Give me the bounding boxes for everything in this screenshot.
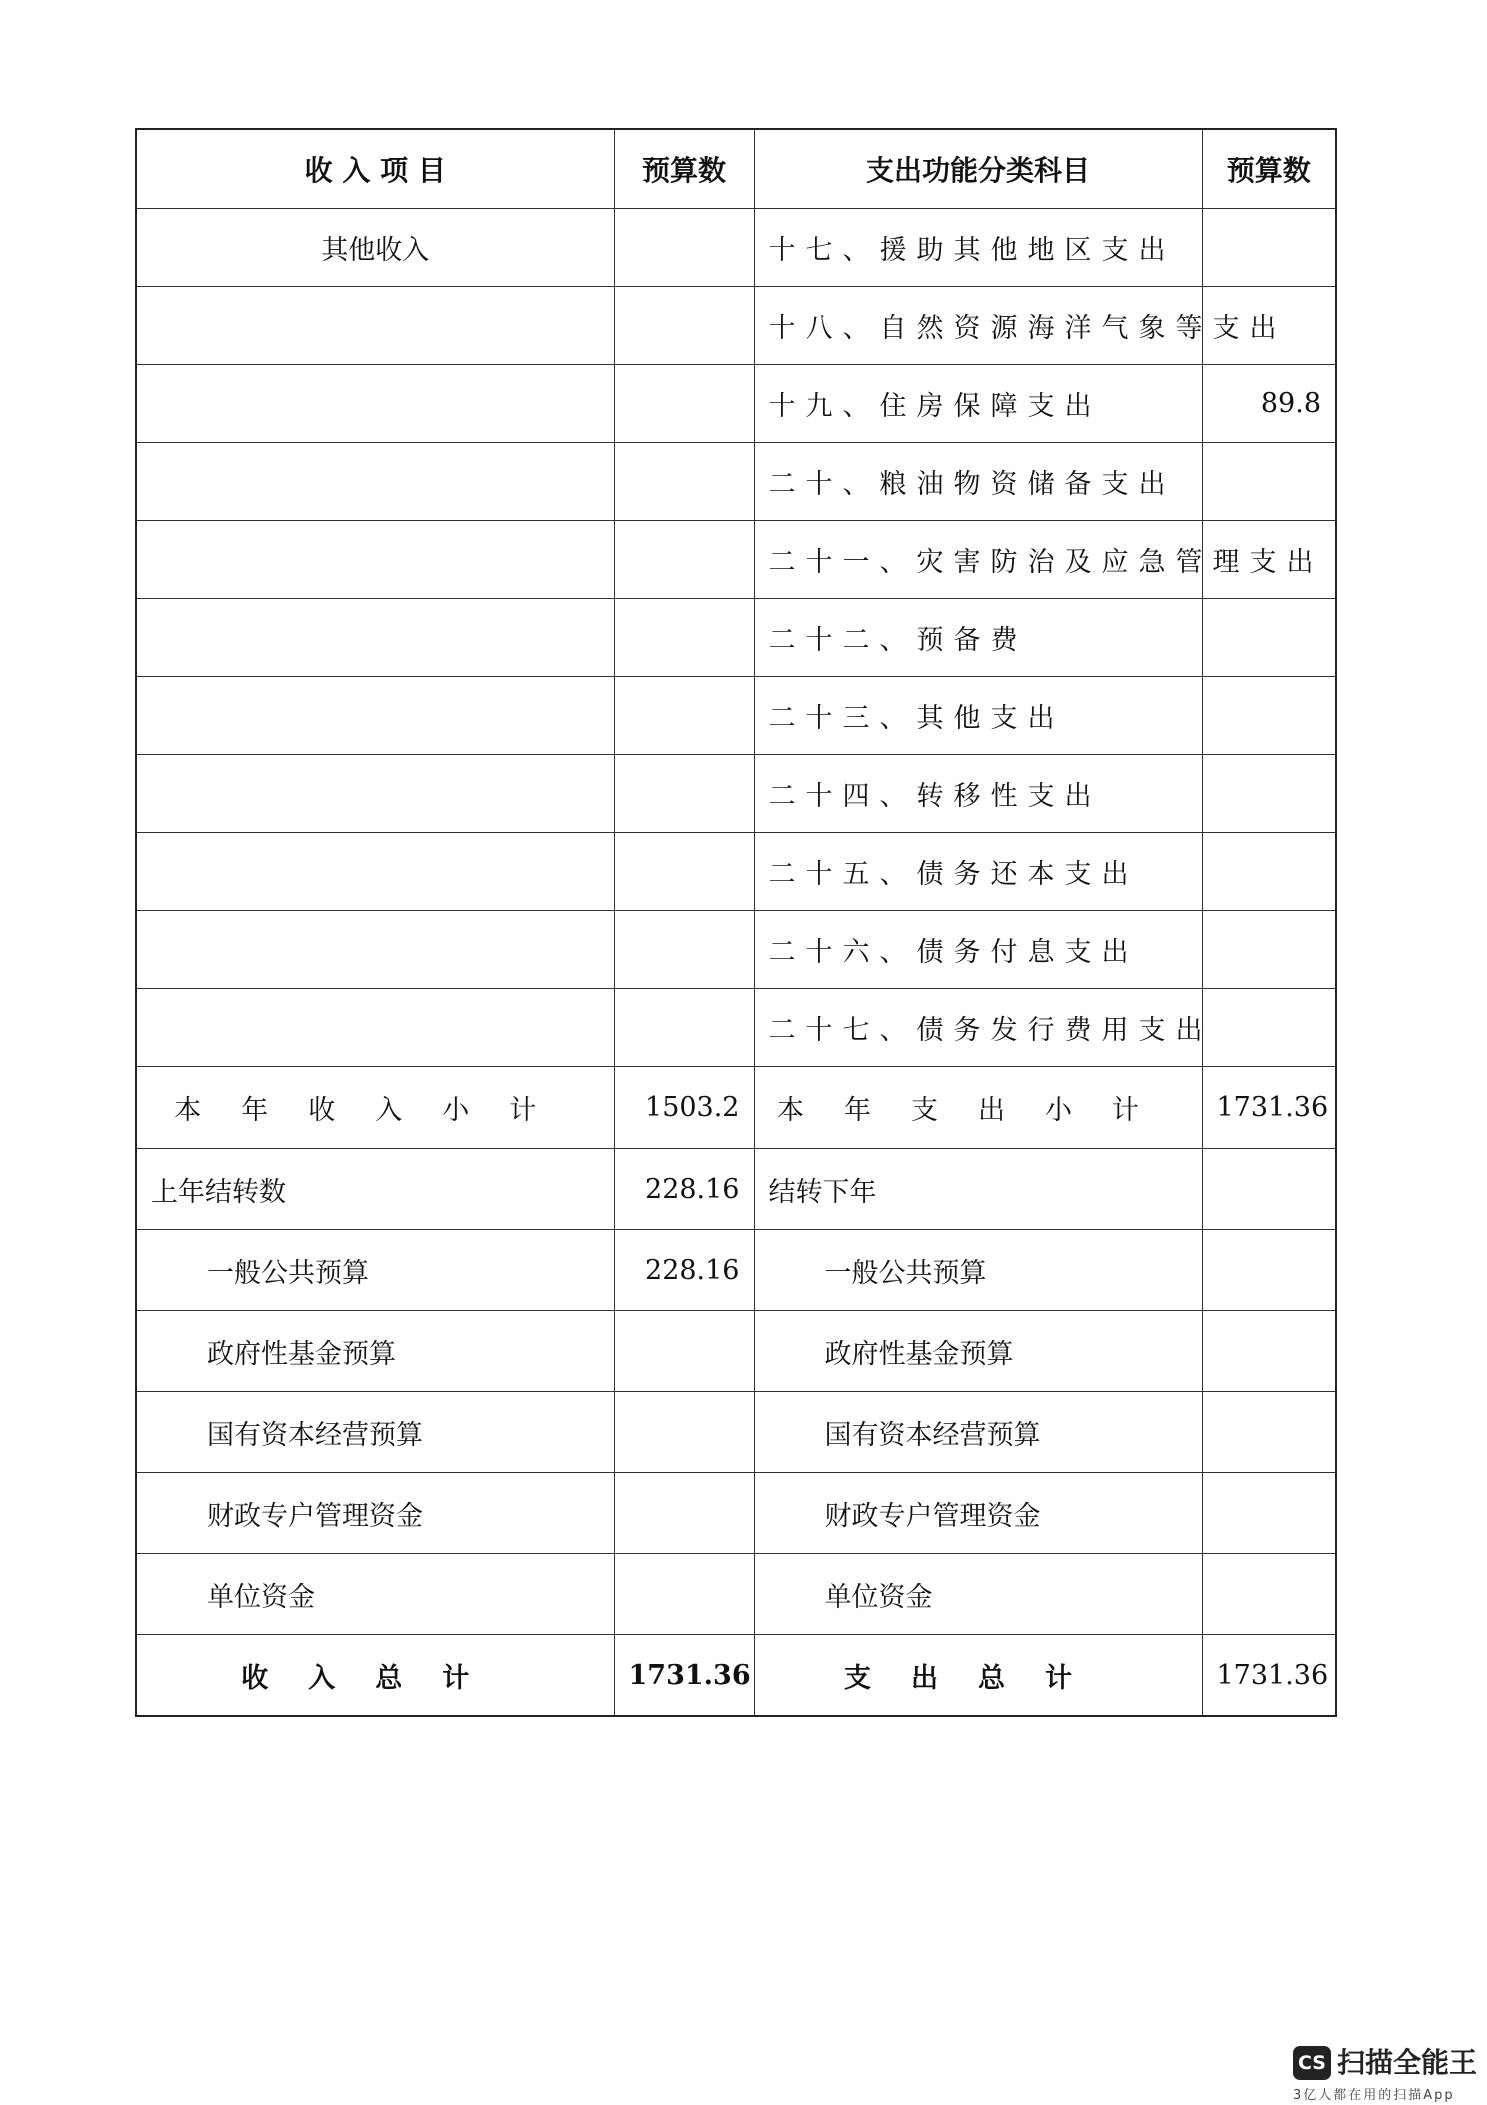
- income-item: [136, 677, 614, 755]
- carry-row: [136, 1392, 1336, 1473]
- header-expense-item: 支出功能分类科目: [754, 129, 1202, 209]
- table-row: [136, 209, 1336, 287]
- expense-item: 十九、住房保障支出: [754, 365, 1202, 443]
- income-item: [136, 833, 614, 911]
- income-carry-item: 国有资本经营预算: [136, 1392, 614, 1473]
- income-carry-item: 财政专户管理资金: [136, 1473, 614, 1554]
- expense-item: 二十七、债务发行费用支出: [754, 989, 1202, 1067]
- table-row: [136, 677, 1336, 755]
- expense-item: 二十六、债务付息支出: [754, 911, 1202, 989]
- income-item: 其他收入: [136, 209, 614, 287]
- income-carry-value: [614, 1554, 754, 1635]
- expense-carry-item: 政府性基金预算: [754, 1311, 1202, 1392]
- table-row: [136, 833, 1336, 911]
- carry-row: [136, 1311, 1336, 1392]
- budget-table: [135, 128, 1337, 1717]
- expense-carry-value: [1202, 1149, 1336, 1230]
- expense-item: 二十二、预备费: [754, 599, 1202, 677]
- carry-row: [136, 1149, 1336, 1230]
- income-item: [136, 911, 614, 989]
- header-income-budget: 预算数: [614, 129, 754, 209]
- table-header-row: [136, 129, 1336, 209]
- expense-value: [1202, 443, 1336, 521]
- income-value: [614, 599, 754, 677]
- watermark-name: 扫描全能王: [1337, 2046, 1478, 2079]
- carry-row: [136, 1473, 1336, 1554]
- header-income-item: 收 入 项 目: [136, 129, 614, 209]
- income-carry-value: 228.16: [614, 1149, 754, 1230]
- scanner-watermark: [1293, 2046, 1483, 2102]
- expense-value: [1202, 833, 1336, 911]
- income-value: [614, 365, 754, 443]
- income-item: [136, 599, 614, 677]
- expense-subtotal-label: 本年支出小计: [754, 1067, 1202, 1149]
- watermark-slogan: 3亿人都在用的扫描App: [1293, 2088, 1455, 2103]
- table-row: [136, 287, 1336, 365]
- income-item: [136, 365, 614, 443]
- expense-carry-item: 单位资金: [754, 1554, 1202, 1635]
- expense-total-value: 1731.36: [1202, 1635, 1336, 1717]
- income-item: [136, 755, 614, 833]
- income-carry-value: [614, 1392, 754, 1473]
- camscanner-logo-icon: CS: [1293, 2046, 1331, 2080]
- subtotal-row: [136, 1067, 1336, 1149]
- income-carry-item: 一般公共预算: [136, 1230, 614, 1311]
- expense-carry-item: 结转下年: [754, 1149, 1202, 1230]
- expense-carry-item: 财政专户管理资金: [754, 1473, 1202, 1554]
- expense-total-label: 支出总计: [754, 1635, 1202, 1717]
- income-carry-value: [614, 1311, 754, 1392]
- income-value: [614, 677, 754, 755]
- income-item: [136, 521, 614, 599]
- table-row: [136, 443, 1336, 521]
- total-row: [136, 1635, 1336, 1717]
- income-value: [614, 833, 754, 911]
- table-row: [136, 365, 1336, 443]
- income-carry-item: 单位资金: [136, 1554, 614, 1635]
- expense-item: 十七、援助其他地区支出: [754, 209, 1202, 287]
- carry-row: [136, 1554, 1336, 1635]
- table-row: [136, 755, 1336, 833]
- expense-value: [1202, 599, 1336, 677]
- expense-item: 十八、自然资源海洋气象等支出: [754, 287, 1202, 365]
- expense-item: 二十一、灾害防治及应急管理支出: [754, 521, 1202, 599]
- expense-item: 二十四、转移性支出: [754, 755, 1202, 833]
- table-row: [136, 989, 1336, 1067]
- income-value: [614, 521, 754, 599]
- income-value: [614, 209, 754, 287]
- expense-item: 二十五、债务还本支出: [754, 833, 1202, 911]
- expense-carry-value: [1202, 1554, 1336, 1635]
- income-value: [614, 911, 754, 989]
- expense-value: [1202, 755, 1336, 833]
- expense-item: 二十三、其他支出: [754, 677, 1202, 755]
- expense-value: 89.8: [1202, 365, 1336, 443]
- expense-carry-value: [1202, 1311, 1336, 1392]
- table-row: [136, 911, 1336, 989]
- expense-item: 二十、粮油物资储备支出: [754, 443, 1202, 521]
- income-value: [614, 287, 754, 365]
- income-value: [614, 989, 754, 1067]
- expense-carry-item: 一般公共预算: [754, 1230, 1202, 1311]
- expense-value: [1202, 911, 1336, 989]
- expense-value: [1202, 209, 1336, 287]
- income-subtotal-label: 本年收入小计: [136, 1067, 614, 1149]
- income-carry-value: 228.16: [614, 1230, 754, 1311]
- income-carry-item: 政府性基金预算: [136, 1311, 614, 1392]
- expense-carry-item: 国有资本经营预算: [754, 1392, 1202, 1473]
- income-subtotal-value: 1503.2: [614, 1067, 754, 1149]
- carry-row: [136, 1230, 1336, 1311]
- expense-value: [1202, 989, 1336, 1067]
- income-item: [136, 989, 614, 1067]
- header-expense-budget: 预算数: [1202, 129, 1336, 209]
- income-total-value: 1731.36: [614, 1635, 754, 1717]
- income-item: [136, 287, 614, 365]
- table-row: [136, 521, 1336, 599]
- income-carry-item: 上年结转数: [136, 1149, 614, 1230]
- expense-carry-value: [1202, 1392, 1336, 1473]
- income-item: [136, 443, 614, 521]
- table-row: [136, 599, 1336, 677]
- income-value: [614, 443, 754, 521]
- expense-carry-value: [1202, 1473, 1336, 1554]
- income-value: [614, 755, 754, 833]
- expense-carry-value: [1202, 1230, 1336, 1311]
- expense-subtotal-value: 1731.36: [1202, 1067, 1336, 1149]
- expense-value: [1202, 677, 1336, 755]
- income-carry-value: [614, 1473, 754, 1554]
- income-total-label: 收入总计: [136, 1635, 614, 1717]
